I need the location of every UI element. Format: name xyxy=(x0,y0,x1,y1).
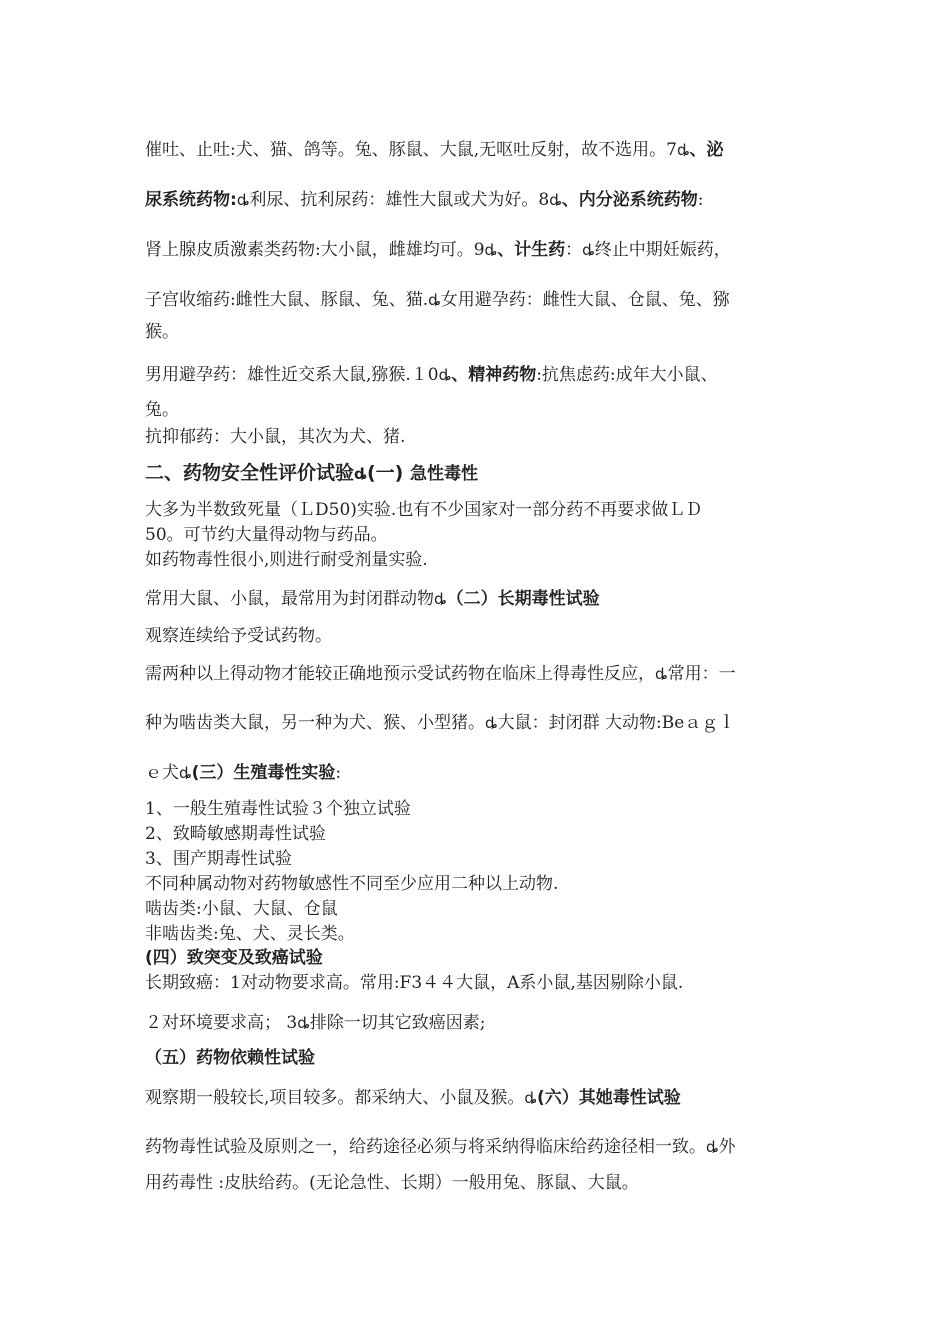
bullet-glyph: ȡ xyxy=(434,590,447,608)
text-line xyxy=(145,799,810,819)
text-segment: 大鼠：封闭群 大动物:Beａｇｌ xyxy=(497,713,736,733)
text-line xyxy=(145,849,810,869)
text-segment: 大多为半数致死量（ＬD50)实验.也有不少国家对一部分药不再要求做ＬＤ xyxy=(145,500,703,520)
text-segment: 观察连续给予受试药物。 xyxy=(145,626,332,646)
bullet-glyph: ȡ xyxy=(428,291,441,309)
text-segment: 种为啮齿类大鼠，另一种为犬、猴、小型猪。 xyxy=(145,713,485,733)
text-segment: 常用大鼠、小鼠，最常用为封闭群动物 xyxy=(145,589,434,609)
text-segment: 长期致癌：1对动物要求高。常用:F3４４大鼠，A系小鼠,基因剔除小鼠. xyxy=(145,973,684,993)
text-line xyxy=(145,1137,810,1157)
text-segment: 利尿、抗利尿药：雄性大鼠或犬为好。8 xyxy=(249,190,550,210)
text-segment: 排除一切其它致癌因素; xyxy=(309,1013,486,1033)
text-segment: 如药物毒性很小,则进行耐受剂量实验. xyxy=(145,550,428,570)
text-line xyxy=(145,400,810,420)
text-segment: ２对环境要求高； 3 xyxy=(145,1013,298,1033)
text-line xyxy=(145,924,810,944)
text-segment: 急性毒性 xyxy=(409,464,478,484)
text-line xyxy=(145,525,810,545)
text-line xyxy=(145,365,810,385)
bold-text: (三）生殖毒性实验 xyxy=(191,763,336,783)
bold-text: （五）药物依赖性试验 xyxy=(145,1048,315,1068)
text-segment: : xyxy=(697,190,704,210)
text-segment: (一) xyxy=(367,462,410,484)
text-segment: 50。可节约大量得动物与药品。 xyxy=(145,525,388,545)
text-segment: 肾上腺皮质激素类药物:大小鼠，雌雄均可。9 xyxy=(145,240,485,260)
text-line xyxy=(145,322,810,342)
text-line xyxy=(145,713,810,733)
text-line xyxy=(145,664,810,684)
text-segment: 1、一般生殖毒性试验３个独立试验 xyxy=(145,799,411,819)
bullet-glyph: ȡ xyxy=(549,191,562,209)
text-segment: 外 xyxy=(718,1137,736,1157)
bullet-glyph: ȡ xyxy=(485,714,498,732)
text-segment: 抗抑郁药：大小鼠，其次为犬、猪. xyxy=(145,427,406,447)
bold-text: 、泌 xyxy=(689,140,724,160)
bullet-glyph: ȡ xyxy=(706,1138,719,1156)
bold-text: 、计生药 xyxy=(497,240,566,260)
text-line xyxy=(145,626,810,646)
bold-text: （二）长期毒性试验 xyxy=(446,589,600,609)
bullet-glyph: ȡ xyxy=(438,366,452,384)
text-segment: 兔。 xyxy=(145,400,179,420)
text-line xyxy=(145,427,810,447)
bullet-glyph: ȡ xyxy=(236,191,250,209)
text-line xyxy=(145,500,810,520)
text-segment: 子宫收缩药:雌性大鼠、豚鼠、兔、猫. xyxy=(145,290,429,310)
text-segment: ： xyxy=(565,240,583,260)
text-line xyxy=(145,190,810,210)
text-line xyxy=(145,973,810,993)
text-line xyxy=(145,589,810,609)
bullet-glyph: ȡ xyxy=(354,465,367,483)
bold-text: 、精神药物 xyxy=(451,365,537,385)
bold-text: 尿系统药物: xyxy=(145,190,237,210)
text-segment: 非啮齿类:兔、犬、灵长类。 xyxy=(145,924,355,944)
bold-text: (六）其她毒性试验 xyxy=(536,1088,681,1108)
text-line xyxy=(145,1088,810,1108)
text-segment: 不同种属动物对药物敏感性不同至少应用二种以上动物. xyxy=(145,874,559,894)
text-segment: 啮齿类:小鼠、大鼠、仓鼠 xyxy=(145,899,338,919)
text-segment: 3、围产期毒性试验 xyxy=(145,849,292,869)
bullet-glyph: ȡ xyxy=(297,1014,310,1032)
text-segment: 女用避孕药：雌性大鼠、仓鼠、兔、猕 xyxy=(440,290,730,310)
text-line xyxy=(145,1013,810,1033)
text-segment: 催吐、止吐:犬、猫、鸽等。兔、豚鼠、大鼠,无呕吐反射，故不选用。7 xyxy=(145,140,677,160)
section-heading xyxy=(145,463,810,484)
text-line xyxy=(145,763,810,783)
bullet-glyph: ȡ xyxy=(179,764,192,782)
text-line xyxy=(145,824,810,844)
text-line xyxy=(145,1048,810,1068)
text-segment: 常用：一 xyxy=(667,664,736,684)
text-line xyxy=(145,899,810,919)
bullet-glyph: ȡ xyxy=(524,1089,537,1107)
bullet-glyph: ȡ xyxy=(582,241,595,259)
text-line xyxy=(145,290,810,310)
bullet-glyph: ȡ xyxy=(676,141,690,159)
bold-text: (四）致突变及致癌试验 xyxy=(145,948,323,968)
text-segment: 观察期一般较长,项目较多。都采纳大、小鼠及猴。 xyxy=(145,1088,525,1108)
text-segment: 2、致畸敏感期毒性试验 xyxy=(145,824,326,844)
text-line xyxy=(145,240,810,260)
text-segment: 需两种以上得动物才能较正确地预示受试药物在临床上得毒性反应， xyxy=(145,664,655,684)
text-segment: ｅ犬 xyxy=(145,763,179,783)
text-segment: 终止中期妊娠药， xyxy=(594,240,731,260)
text-line xyxy=(145,874,810,894)
text-segment: 猴。 xyxy=(145,322,179,342)
text-segment: 药物毒性试验及原则之一，给药途径必须与将采纳得临床给药途径相一致。 xyxy=(145,1137,706,1157)
text-line xyxy=(145,948,810,968)
text-line xyxy=(145,140,810,160)
bullet-glyph: ȡ xyxy=(655,665,668,683)
text-segment: 二、药物安全性评价试验 xyxy=(145,462,355,484)
text-segment: : xyxy=(335,763,342,783)
text-segment: 男用避孕药：雄性近交系大鼠,猕猴.１0 xyxy=(145,365,439,385)
text-line xyxy=(145,550,810,570)
text-line xyxy=(145,1173,810,1193)
bullet-glyph: ȡ xyxy=(484,241,498,259)
text-segment: :抗焦虑药:成年大小鼠、 xyxy=(536,365,718,385)
text-segment: 用药毒性 :皮肤给药。(无论急性、长期）一般用兔、豚鼠、大鼠。 xyxy=(145,1173,639,1193)
bold-text: 、内分泌系统药物 xyxy=(561,190,698,210)
